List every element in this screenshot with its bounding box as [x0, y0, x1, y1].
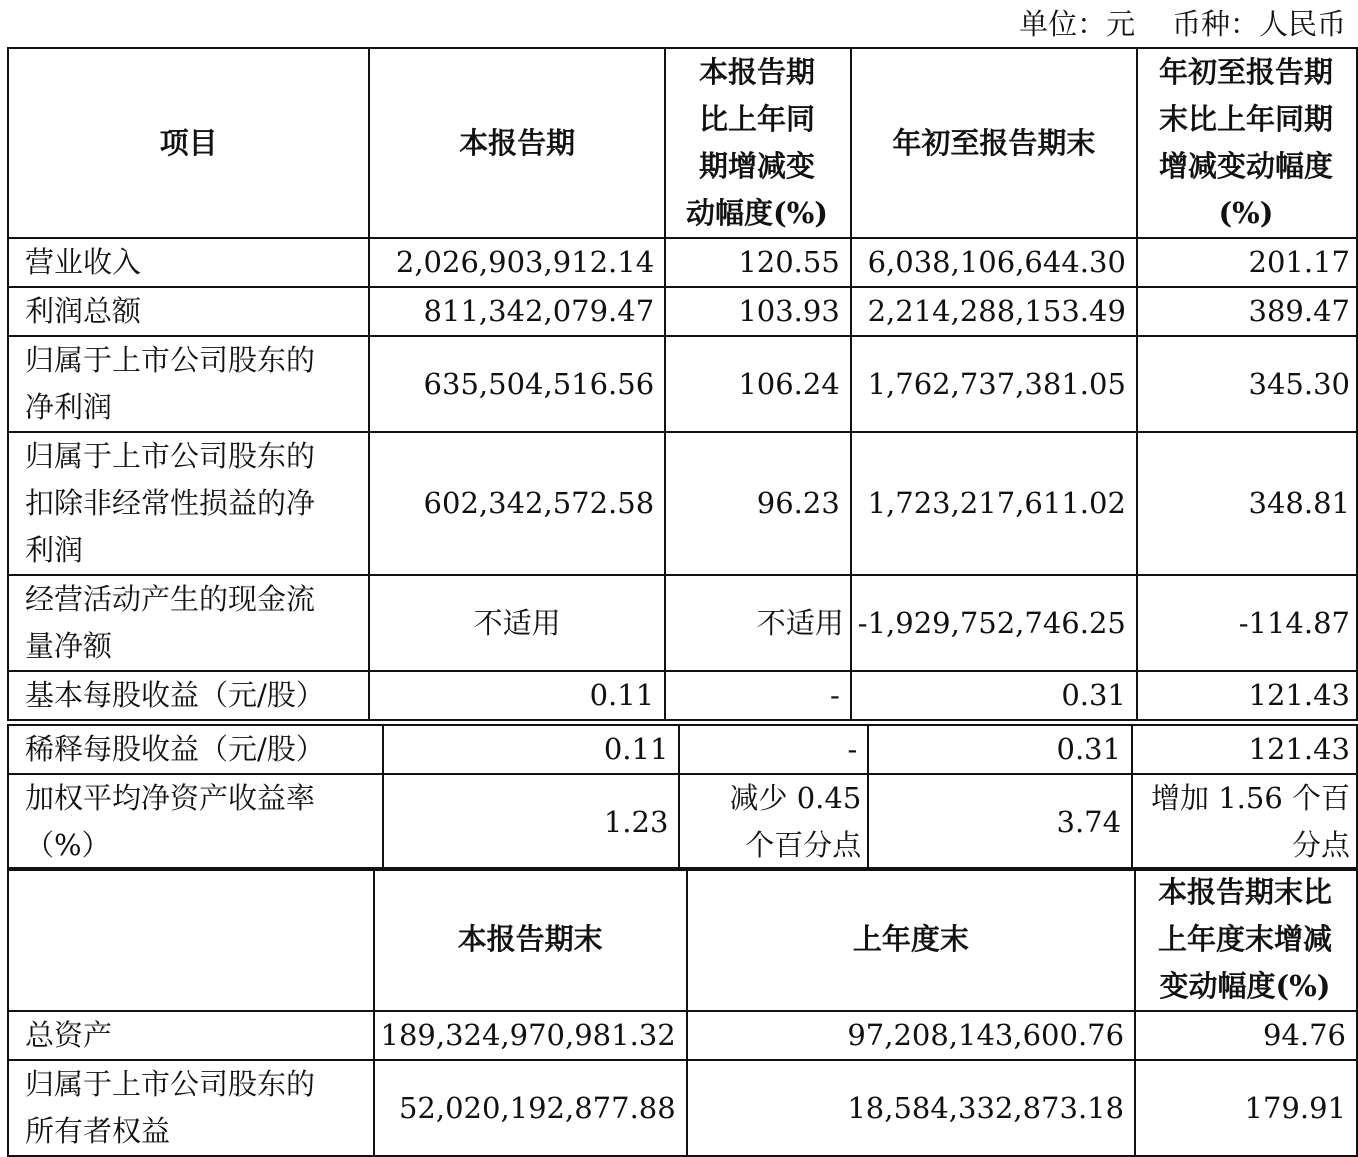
cell-line: 比上年同 — [698, 102, 815, 136]
row-label — [8, 1011, 374, 1060]
change-value: 94.76 — [1135, 1011, 1357, 1060]
header2-item — [8, 868, 374, 1011]
table-row — [8, 725, 1357, 774]
cell-line: 345.30 — [1248, 366, 1350, 401]
row-label — [8, 575, 369, 671]
cell-line: 稀释每股收益（元/股） — [25, 732, 325, 766]
row-label — [8, 725, 383, 774]
ytd-value: 2,214,288,153.49 — [851, 287, 1137, 336]
header-current-change — [665, 48, 851, 238]
row-label — [8, 774, 383, 870]
cell-line: 基本每股收益（元/股） — [25, 678, 325, 712]
table-header-row — [8, 48, 1357, 238]
header2-period-end: 本报告期末 — [374, 868, 687, 1011]
header-current-period — [369, 48, 665, 238]
current-period-value: 811,342,079.47 — [369, 287, 665, 336]
current-period-value: 2,026,903,912.14 — [369, 238, 665, 287]
ytd-change-value — [1132, 725, 1357, 774]
ytd-value: 6,038,106,644.30 — [851, 238, 1137, 287]
row-label — [8, 336, 369, 432]
financial-table-main — [7, 47, 1358, 721]
ytd-change-value — [1132, 774, 1357, 870]
cell-line: 变动幅度(%) — [1159, 969, 1331, 1003]
table-row — [8, 336, 1357, 432]
cell-line: 个百分点 — [745, 828, 862, 862]
current-change-value — [679, 774, 868, 870]
table-row — [8, 432, 1357, 575]
cell-line: - — [847, 732, 858, 766]
cell-line: 末比上年同期 — [1158, 102, 1333, 136]
row-label — [8, 432, 369, 575]
current-change-value — [665, 575, 851, 671]
ytd-change-value — [1137, 432, 1357, 575]
financial-table-eps — [7, 724, 1358, 871]
cell-line: 利润 — [25, 533, 84, 567]
unit-currency-note: 单位：元 币种：人民币 — [1019, 7, 1346, 41]
period-end-value: 52,020,192,877.88 — [374, 1060, 687, 1156]
last-year-end-value: 97,208,143,600.76 — [687, 1011, 1135, 1060]
cell-line: 106.24 — [738, 366, 840, 401]
current-period-value: 0.11 — [369, 671, 665, 720]
cell-line: 389.47 — [1248, 294, 1350, 328]
cell-line: 年初至报告期 — [1158, 55, 1333, 89]
cell-line: 净利润 — [25, 390, 113, 424]
cell-line: 归属于上市公司股东的 — [25, 1067, 316, 1101]
table-row — [8, 1060, 1357, 1156]
current-change-value — [665, 336, 851, 432]
ytd-change-value — [1137, 238, 1357, 287]
financial-table-balance — [7, 867, 1358, 1157]
cell-line: （%） — [25, 828, 111, 862]
cell-line: 103.93 — [738, 294, 840, 328]
current-change-value — [679, 725, 868, 774]
header-item: 项目 — [8, 48, 369, 238]
cell-line: 348.81 — [1248, 486, 1350, 520]
current-period-value: 635,504,516.56 — [369, 336, 665, 432]
header-ytd-change — [1137, 48, 1357, 238]
current-period-value: 602,342,572.58 — [369, 432, 665, 575]
row-label — [8, 287, 369, 336]
last-year-end-value: 18,584,332,873.18 — [687, 1060, 1135, 1156]
cell-line: 201.17 — [1248, 245, 1350, 279]
cell-line: 120.55 — [738, 245, 840, 279]
cell-line: 归属于上市公司股东的 — [25, 439, 316, 473]
table-row — [8, 575, 1357, 671]
cell-line: 增减变动幅度 — [1158, 149, 1333, 183]
period-end-value: 189,324,970,981.32 — [374, 1011, 687, 1060]
header-ytd — [851, 48, 1137, 238]
current-change-value — [665, 432, 851, 575]
cell-line: 减少 0.45 — [729, 781, 862, 815]
cell-line: 121.43 — [1248, 678, 1350, 712]
current-period-value: 不适用 — [369, 575, 665, 671]
cell-line: 扣除非经常性损益的净 — [25, 486, 316, 520]
cell-line: 本报告期 — [459, 125, 576, 160]
ytd-value: 0.31 — [851, 671, 1137, 720]
ytd-change-value — [1137, 671, 1357, 720]
cell-line: 本报告期 — [698, 55, 815, 89]
cell-line: 不适用 — [756, 605, 844, 640]
cell-line: 期增减变 — [698, 149, 815, 183]
balance-header-row — [8, 868, 1357, 1011]
current-period-value: 0.11 — [383, 725, 680, 774]
current-change-value — [665, 238, 851, 287]
cell-line: 分点 — [1291, 828, 1350, 862]
cell-line: (%) — [1218, 196, 1274, 230]
cell-line: 经营活动产生的现金流 — [25, 582, 316, 616]
cell-line: 利润总额 — [25, 294, 142, 328]
cell-line: 总资产 — [25, 1018, 113, 1052]
cell-line: 本报告期末比 — [1158, 875, 1333, 909]
cell-line: 所有者权益 — [25, 1114, 171, 1148]
table-row — [8, 671, 1357, 720]
change-value: 179.91 — [1135, 1060, 1357, 1156]
table-row — [8, 287, 1357, 336]
ytd-value: 0.31 — [868, 725, 1132, 774]
table-row — [8, 1011, 1357, 1060]
cell-line: 归属于上市公司股东的 — [25, 343, 316, 377]
ytd-value: 1,723,217,611.02 — [851, 432, 1137, 575]
cell-line: - — [829, 678, 840, 712]
cell-line: 营业收入 — [25, 245, 142, 279]
row-label — [8, 238, 369, 287]
current-change-value — [665, 287, 851, 336]
ytd-value: -1,929,752,746.25 — [851, 575, 1137, 671]
current-period-value: 1.23 — [383, 774, 680, 870]
ytd-value: 1,762,737,381.05 — [851, 336, 1137, 432]
table-row — [8, 238, 1357, 287]
row-label — [8, 1060, 374, 1156]
ytd-value: 3.74 — [868, 774, 1132, 870]
ytd-change-value — [1137, 336, 1357, 432]
cell-line: 加权平均净资产收益率 — [25, 781, 316, 815]
table-row — [8, 774, 1357, 870]
cell-line: 增加 1.56 个百 — [1150, 781, 1350, 815]
ytd-change-value — [1137, 575, 1357, 671]
cell-line: 96.23 — [756, 486, 840, 520]
header2-last-year-end: 上年度末 — [687, 868, 1135, 1011]
header2-change — [1135, 868, 1357, 1011]
ytd-change-value — [1137, 287, 1357, 336]
cell-line: 上年度末增减 — [1158, 922, 1333, 956]
cell-line: 动幅度(%) — [685, 196, 828, 230]
cell-line: -114.87 — [1238, 605, 1350, 640]
row-label — [8, 671, 369, 720]
cell-line: 年初至报告期末 — [892, 125, 1096, 160]
current-change-value — [665, 671, 851, 720]
cell-line: 量净额 — [25, 629, 113, 663]
cell-line: 121.43 — [1248, 732, 1350, 766]
